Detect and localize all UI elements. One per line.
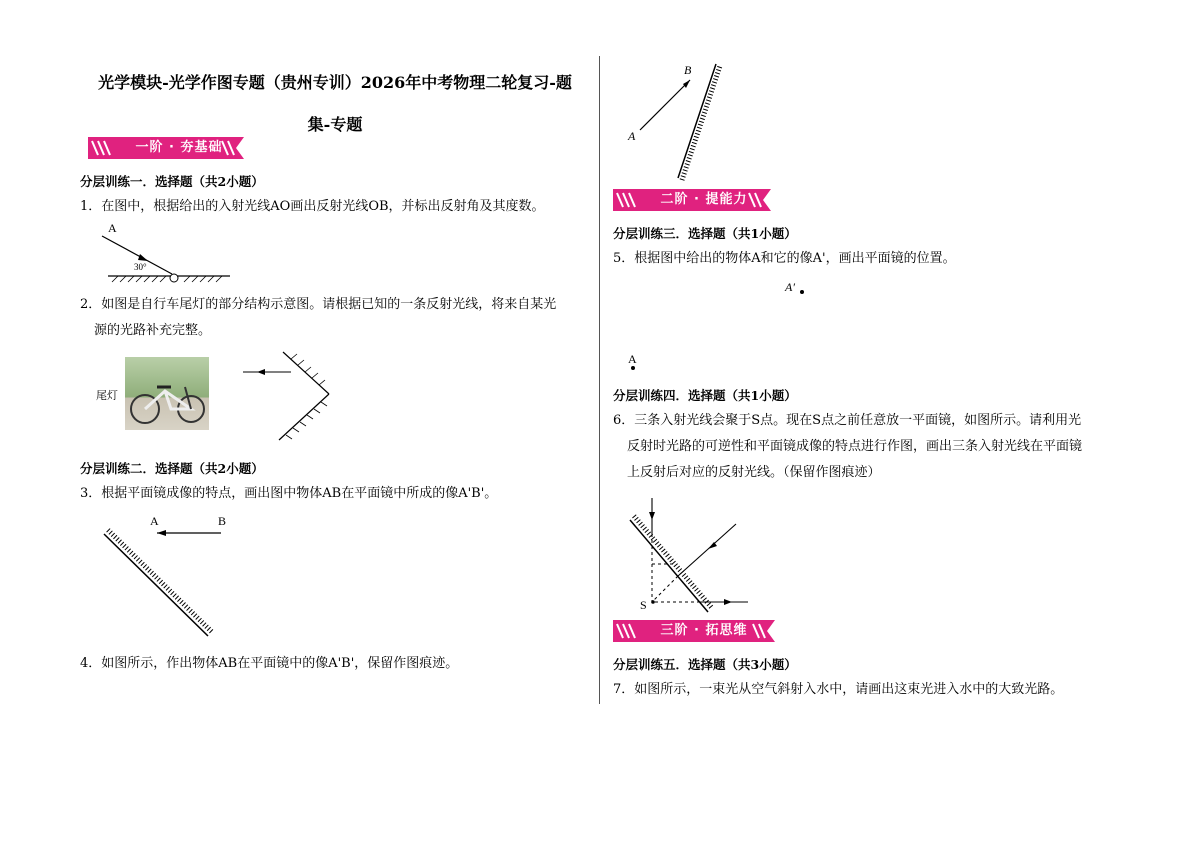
figure-q3-mirror bbox=[100, 512, 230, 642]
svg-text:30°: 30° bbox=[134, 262, 147, 272]
figure-q6-converging-rays bbox=[628, 492, 778, 614]
svg-text:B: B bbox=[218, 514, 227, 528]
question-4: 4．如图所示，作出物体AB在平面镜中的像A'B'，保留作图痕迹。 bbox=[80, 656, 459, 671]
svg-text:A: A bbox=[108, 221, 117, 235]
svg-text:S: S bbox=[640, 598, 647, 612]
section-heading-5: 分层训练五．选择题（共3小题） bbox=[613, 657, 797, 672]
svg-text:A: A bbox=[628, 129, 636, 143]
level-banner-1: 一阶 · 夯基础 bbox=[88, 137, 244, 159]
section-heading-2: 分层训练二．选择题（共2小题） bbox=[80, 461, 264, 476]
svg-text:A′: A′ bbox=[785, 280, 795, 294]
question-2: 2．如图是自行车尾灯的部分结构示意图。请根据已知的一条反射光线，将来自某光 源的光路补充完整。 bbox=[80, 297, 557, 338]
column-divider bbox=[599, 56, 600, 704]
level-banner-2: 二阶 · 提能力 bbox=[613, 189, 771, 211]
question-1: 1．在图中，根据给出的入射光线AO画出反射光线OB，并标出反射角及其度数。 bbox=[80, 199, 545, 214]
tail-light-label: 尾灯 bbox=[96, 389, 118, 402]
section-heading-4: 分层训练四．选择题（共1小题） bbox=[613, 388, 797, 403]
bicycle-photo bbox=[125, 357, 209, 430]
question-5: 5．根据图中给出的物体A和它的像A'，画出平面镜的位置。 bbox=[613, 251, 956, 266]
svg-text:A: A bbox=[150, 514, 159, 528]
figure-q5-points bbox=[622, 276, 812, 376]
question-7: 7．如图所示，一束光从空气斜射入水中，请画出这束光进入水中的大致光路。 bbox=[613, 682, 1064, 697]
section-heading-3: 分层训练三．选择题（共1小题） bbox=[613, 226, 797, 241]
section-heading-1: 分层训练一．选择题（共2小题） bbox=[80, 174, 264, 189]
figure-q2-tail-light bbox=[235, 350, 335, 444]
svg-text:A: A bbox=[628, 352, 637, 366]
level-banner-3: 三阶 · 拓思维 bbox=[613, 620, 775, 642]
question-6: 6．三条入射光线会聚于S点。现在S点之前任意放一平面镜，如图所示。请利用光 反射时光路的可逆性和平面镜成像的特点进行作图，画出三条入射光线在平面镜 上反射后对应的反射光线。（保留作图痕迹） bbox=[613, 413, 1083, 480]
page-title: 光学模块-光学作图专题（贵州专训）2026年中考物理二轮复习-题 集-专题 bbox=[98, 73, 572, 134]
svg-text:B: B bbox=[684, 63, 692, 77]
figure-q4-mirror bbox=[622, 60, 732, 182]
figure-q1-incident-ray bbox=[90, 220, 240, 284]
bicycle-icon bbox=[125, 357, 209, 430]
question-3: 3．根据平面镜成像的特点，画出图中物体AB在平面镜中所成的像A'B'。 bbox=[80, 486, 498, 501]
